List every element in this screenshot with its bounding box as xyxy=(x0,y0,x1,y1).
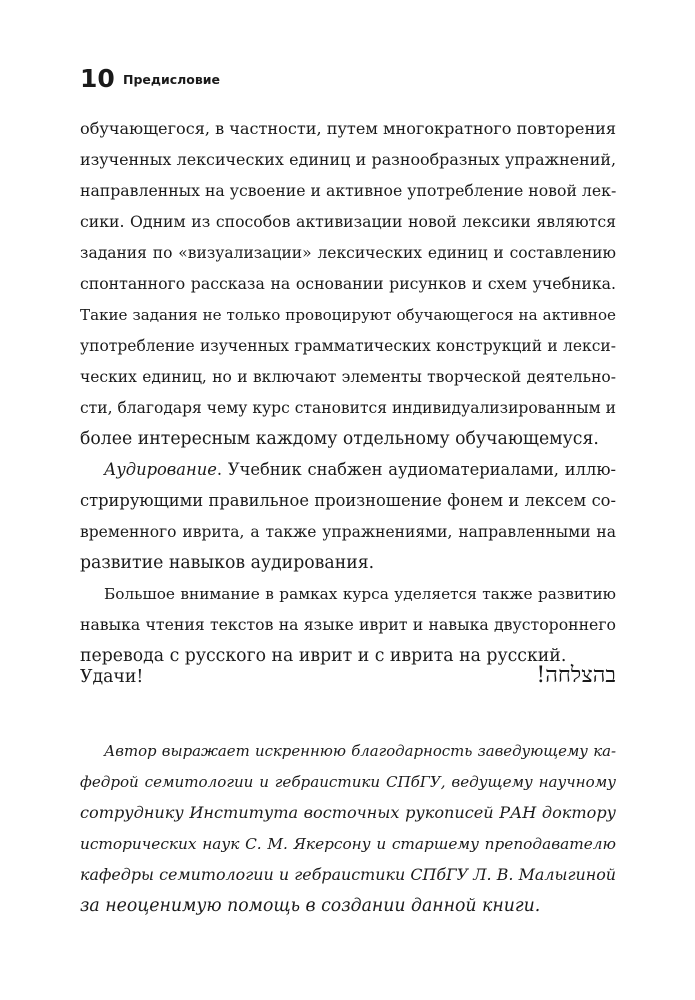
text-line: ческих единиц, но и включают элементы творческой деятельно- xyxy=(80,368,616,386)
text-line: сики. Одним из способов активизации новой лексики являются xyxy=(80,212,616,231)
text-line: сотруднику Института восточных рукописей РАН доктору xyxy=(80,803,616,822)
text-line: более интересным каждому отдельному обучающемуся. xyxy=(80,429,599,449)
text-line: развитие навыков аудирования. xyxy=(80,553,375,573)
listening-line-rest: . Учебник снабжен аудиоматериалами, иллю- xyxy=(216,460,616,479)
text-line: федрой семитологии и гебраистики СПбГУ, ведущему научному xyxy=(80,773,616,791)
closing-hebrew: בהצלחה! xyxy=(536,663,616,688)
text-line: за неоценимую помощь в создании данной книги. xyxy=(80,896,541,916)
text-line: изученных лексических единиц и разнообразных упражнений, xyxy=(80,150,616,169)
text-line: направленных на усвоение и активное употребление новой лек- xyxy=(80,181,617,200)
section-title: Предисловие xyxy=(123,72,221,87)
text-line: Автор выражает искреннюю благодарность заведующему ка- xyxy=(104,742,616,760)
text-line: кафедры семитологии и гебраистики СПбГУ Л. В. Малыгиной xyxy=(80,865,616,884)
text-line: спонтанного рассказа на основании рисунков и схем учебника. xyxy=(80,274,616,293)
text-line: стрирующими правильное произношение фонем и лексем со- xyxy=(80,491,616,510)
text-line: исторических наук С. М. Якерсону и старшему преподавателю xyxy=(80,835,616,853)
text-line: сти, благодаря чему курс становится индивидуализированным и xyxy=(80,399,616,417)
text-line xyxy=(104,455,616,485)
closing-russian: Удачи! xyxy=(80,667,144,687)
text-line: употребление изученных грамматических конструкций и лекси- xyxy=(80,337,616,355)
text-line: временного иврита, а также упражнениями, направленными на xyxy=(80,523,616,541)
text-line: задания по «визуализации» лексических единиц и составлению xyxy=(80,244,616,262)
text-line: навыка чтения текстов на языке иврит и навыка двустороннего xyxy=(80,615,616,634)
text-line: Такие задания не только провоцируют обучающегося на активное xyxy=(80,306,616,324)
text-line: Большое внимание в рамках курса уделяется также развитию xyxy=(104,585,616,603)
text-line: обучающегося, в частности, путем многократного повторения xyxy=(80,119,617,138)
page-number: 10 xyxy=(80,64,115,93)
listening-term: Аудирование xyxy=(104,460,217,479)
text-line: перевода с русского на иврит и с иврита на русский. xyxy=(80,646,567,666)
